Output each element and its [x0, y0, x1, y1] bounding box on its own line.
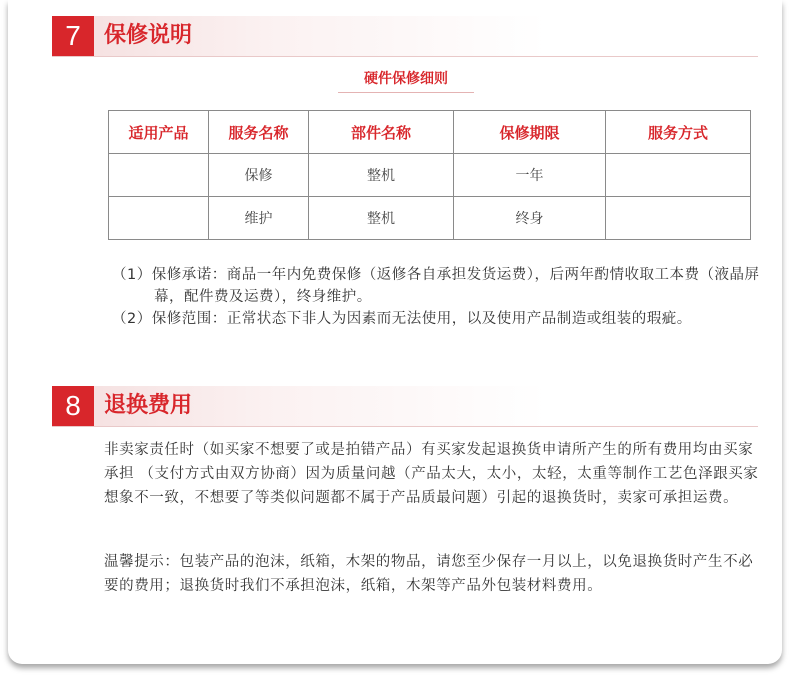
section-number-badge: 8	[52, 386, 94, 426]
table-cell: 终身	[454, 197, 606, 240]
table-row	[109, 154, 751, 197]
table-cell: 保修	[209, 154, 309, 197]
section-header-warranty	[52, 16, 758, 57]
warranty-note: （1）保修承诺：商品一年内免费保修（返修各自承担发货运费），后两年酌情收取工本费（液晶屏幕，配件费及运费），终身维护。	[112, 267, 760, 305]
table-subtitle: 硬件保修细则	[338, 68, 474, 93]
table-cell	[606, 154, 751, 197]
section-title: 保修说明	[104, 23, 193, 48]
table-header-row	[109, 111, 751, 154]
table-header-cell: 保修期限	[454, 111, 606, 154]
table-header-cell: 服务名称	[209, 111, 309, 154]
table-cell	[109, 154, 209, 197]
section-title: 退换费用	[104, 393, 193, 418]
table-cell: 一年	[454, 154, 606, 197]
section-number-badge: 7	[52, 16, 94, 56]
return-policy-paragraph: 非卖家责任时（如买家不想要了或是拍错产品）有买家发起退换货申请所产生的所有费用均由买家承担 （支付方式由双方协商）因为质量问越（产品太大，太小，太轻，太重等制作工艺色泽跟买家想象不一致，不想要了等类似问题都不属于产品质最问题）引起的退换货时，卖家可承担运费。	[104, 442, 759, 506]
table-cell	[606, 197, 751, 240]
table-cell: 维护	[209, 197, 309, 240]
table-header-cell: 部件名称	[309, 111, 454, 154]
table-row	[109, 197, 751, 240]
table-header-cell: 适用产品	[109, 111, 209, 154]
table-cell: 整机	[309, 197, 454, 240]
reminder-paragraph: 温馨提示：包装产品的泡沫，纸箱，木架的物品，请您至少保存一月以上，以免退换货时产生不必要的费用；退换货时我们不承担泡沫，纸箱，木架等产品外包装材料费用。	[104, 554, 754, 594]
table-header-cell: 服务方式	[606, 111, 751, 154]
table-cell: 整机	[309, 154, 454, 197]
content-card	[8, 0, 782, 664]
section-header-return-fees	[52, 386, 758, 427]
table-cell	[109, 197, 209, 240]
warranty-notes	[112, 264, 762, 330]
warranty-table	[108, 110, 751, 240]
warranty-note: （2）保修范围：正常状态下非人为因素而无法使用，以及使用产品制造或组装的瑕疵。	[112, 311, 692, 327]
